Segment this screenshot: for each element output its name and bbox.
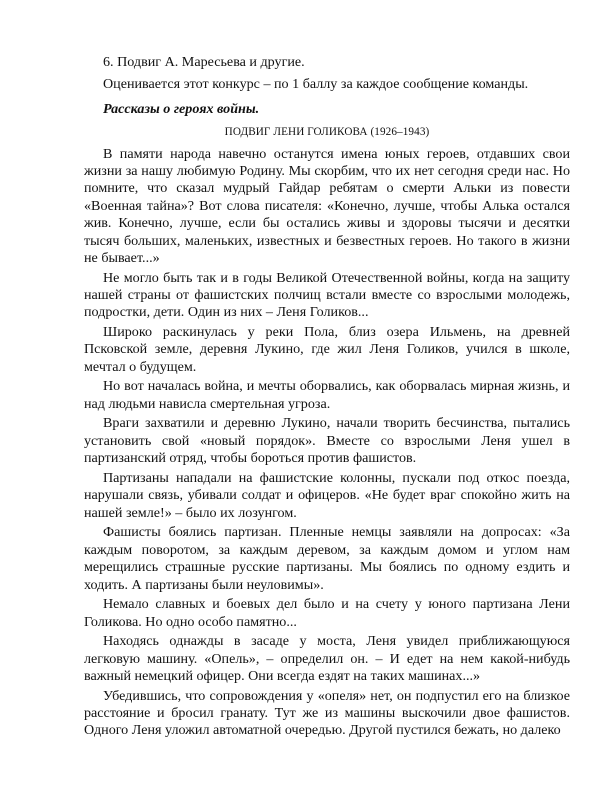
paragraph: Находясь однажды в засаде у моста, Леня увидел приближающуюся легковую машину. «Опель», – определил он. – И едет на нем какой-нибудь важный немецкий офицер. Они всегда ездят на таких машинах...» xyxy=(84,633,570,684)
paragraph: Широко раскинулась у реки Пола, близ озера Ильмень, на древней Псковской земле, деревня Лукино, где жил Леня Голиков, учился в школе, мечтал о будущем. xyxy=(84,324,570,375)
document-page xyxy=(84,54,570,740)
story-title: ПОДВИГ ЛЕНИ ГОЛИКОВА (1926–1943) xyxy=(224,126,430,139)
paragraph: Не могло быть так и в годы Великой Отечественной войны, когда на защиту нашей страны от фашистских полчищ встали вместе со взрослыми молодежь, подростки, дети. Один из них – Леня Голиков... xyxy=(84,269,570,321)
paragraph: Убедившись, что сопровождения у «опеля» нет, он подпустил его на близкое расстояние и бросил гранату. Тут же из машины выскочили двое фашистов. Одного Леня уложил автоматной очередью. Другой пустился бежать, но далеко xyxy=(84,687,570,739)
paragraph: Немало славных и боевых дел было и на счету у юного партизана Лени Голикова. Но одно особо памятно... xyxy=(84,596,570,630)
paragraph: В памяти народа навечно останутся имена юных героев, отдавших свои жизни за нашу любимую Родину. Мы скорбим, что их нет сегодня среди нас. Но помните, что сказал мудрый Гайдар ребятам о смерти Альки из повести «Военная тайна»? Вот слова писателя: «Конечно, лучше, чтобы Алька остался жив. Конечно, лучше, если бы остались живы и здоровы тысячи и десятки тысяч больших, маленьких, известных и безвестных героев. Но такого в жизни не бывает...» xyxy=(84,145,570,267)
list-item-6: 6. Подвиг А. Маресьева и другие. xyxy=(103,54,305,70)
score-note: Оценивается этот конкурс – по 1 баллу за каждое сообщение команды. xyxy=(103,76,529,93)
paragraph: Фашисты боялись партизан. Пленные немцы заявляли на допросах: «За каждым поворотом, за каждым деревом, за каждым домом и углом нам мерещились страшные русские партизаны. Мы боялись по одному ездить и ходить. А партизаны были неуловимы». xyxy=(84,524,570,593)
section-title: Рассказы о героях войны. xyxy=(103,100,260,117)
paragraph: Враги захватили и деревню Лукино, начали творить бесчинства, пытались установить свой «новый порядок». Вместе со взрослыми Леня ушел в партизанский отряд, чтобы бороться против фашистов. xyxy=(84,415,570,467)
paragraph: Партизаны нападали на фашистские колонны, пускали под откос поезда, нарушали связь, убивали солдат и офицеров. «Не будет враг спокойно жить на нашей земле!» – было их лозунгом. xyxy=(84,469,570,521)
paragraph: Но вот началась война, и мечты оборвались, как оборвалась мирная жизнь, и над людьми нависла смертельная угроза. xyxy=(84,378,570,412)
